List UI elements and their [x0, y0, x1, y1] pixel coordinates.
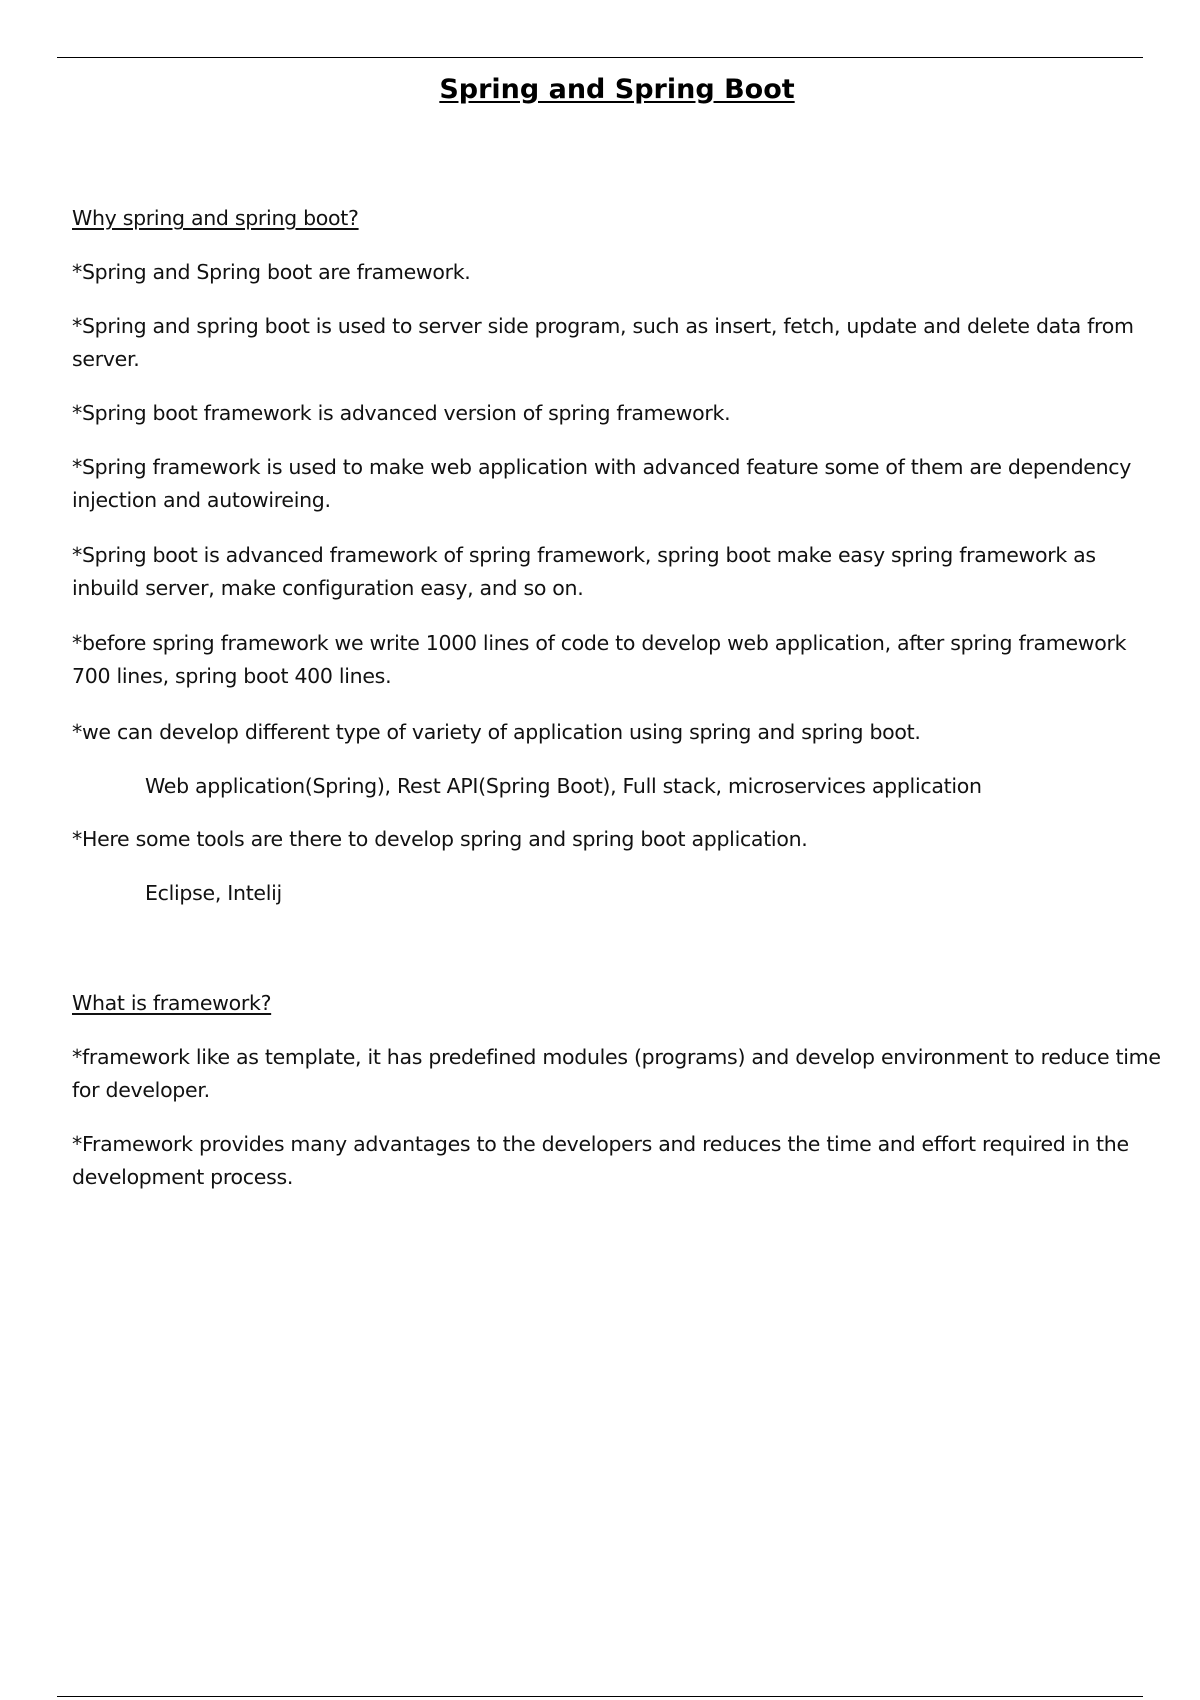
- paragraph-7: *we can develop different type of variety of application using spring and spring boot.: [72, 720, 921, 744]
- section-heading-why: Why spring and spring boot?: [72, 206, 359, 230]
- paragraph-8: *Here some tools are there to develop spring and spring boot application.: [72, 827, 808, 851]
- paragraph-1: *Spring and Spring boot are framework.: [72, 260, 471, 284]
- section-heading-framework: What is framework?: [72, 991, 272, 1015]
- paragraph-6: *before spring framework we write 1000 lines of code to develop web application, after spring framework 700 lines, spring boot 400 lines.: [72, 631, 1127, 688]
- paragraph-4: *Spring framework is used to make web application with advanced feature some of them are dependency injection and autowireing.: [72, 455, 1132, 512]
- bottom-rule: [57, 1696, 1143, 1697]
- paragraph-8-indent: Eclipse, Intelij: [145, 881, 282, 905]
- paragraph-2: *Spring and spring boot is used to server side program, such as insert, fetch, update and delete data from server.: [72, 314, 1134, 371]
- paragraph-3: *Spring boot framework is advanced version of spring framework.: [72, 401, 731, 425]
- paragraph-7-indent: Web application(Spring), Rest API(Spring Boot), Full stack, microservices application: [145, 774, 982, 798]
- page-title: Spring and Spring Boot: [439, 74, 795, 105]
- paragraph-5: *Spring boot is advanced framework of spring framework, spring boot make easy spring framework as inbuild server, make configuration easy, and so on.: [72, 543, 1096, 600]
- paragraph-9: *framework like as template, it has predefined modules (programs) and develop environment to reduce time for developer.: [72, 1045, 1161, 1102]
- paragraph-10: *Framework provides many advantages to the developers and reduces the time and effort required in the development process.: [72, 1132, 1129, 1189]
- top-rule: [57, 57, 1143, 58]
